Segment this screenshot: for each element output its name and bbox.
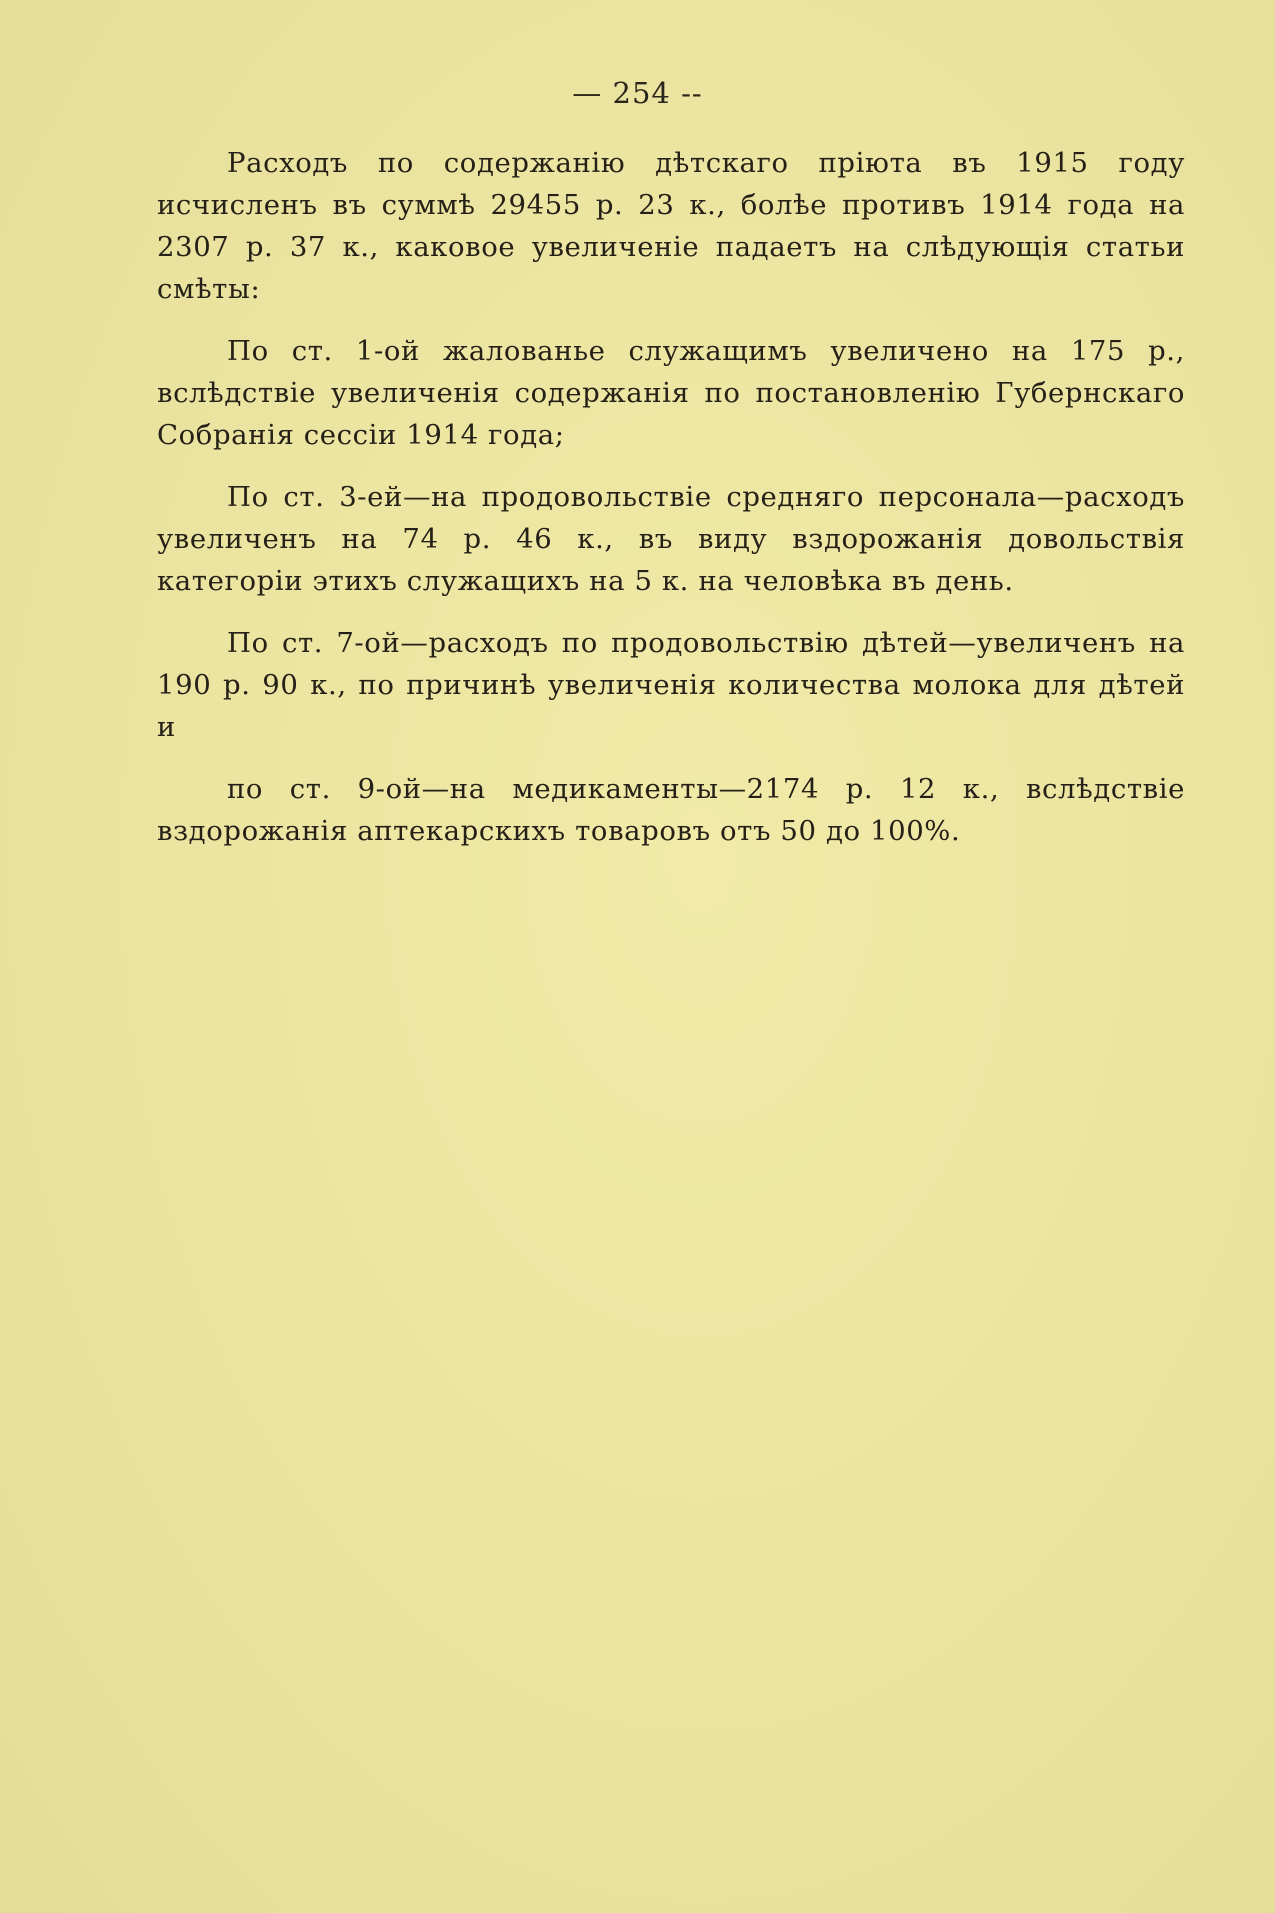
paragraph-article-9: по ст. 9-ой—на медикаменты—2174 р. 12 к., вслѣдствіе вздорожанія аптекарскихъ товаровъ отъ 50 до 100%. bbox=[157, 773, 1185, 847]
body-text bbox=[157, 142, 1185, 852]
paragraph-article-1: По ст. 1-ой жалованье служащимъ увеличено на 175 р., вслѣдствіе увеличенія содержанія по постановленію Губернскаго Собранія сессіи 1914 года; bbox=[157, 335, 1185, 451]
paragraph-expense-summary: Расходъ по содержанію дѣтскаго пріюта въ 1915 году исчисленъ въ суммѣ 29455 р. 23 к., болѣе противъ 1914 года на 2307 р. 37 к., каковое увеличеніе падаетъ на слѣдующія статьи смѣты: bbox=[157, 147, 1185, 305]
paragraph-article-3: По ст. 3-ей—на продовольствіе средняго персонала—расходъ увеличенъ на 74 р. 46 к., въ виду вздорожанія довольствія категоріи этихъ служащихъ на 5 к. на человѣка въ день. bbox=[157, 481, 1185, 597]
paragraph-article-7: По ст. 7-ой—расходъ по продовольствію дѣтей—увеличенъ на 190 р. 90 к., по причинѣ увеличенія количества молока для дѣтей и bbox=[157, 627, 1185, 743]
page-number: — 254 -- bbox=[572, 76, 703, 110]
